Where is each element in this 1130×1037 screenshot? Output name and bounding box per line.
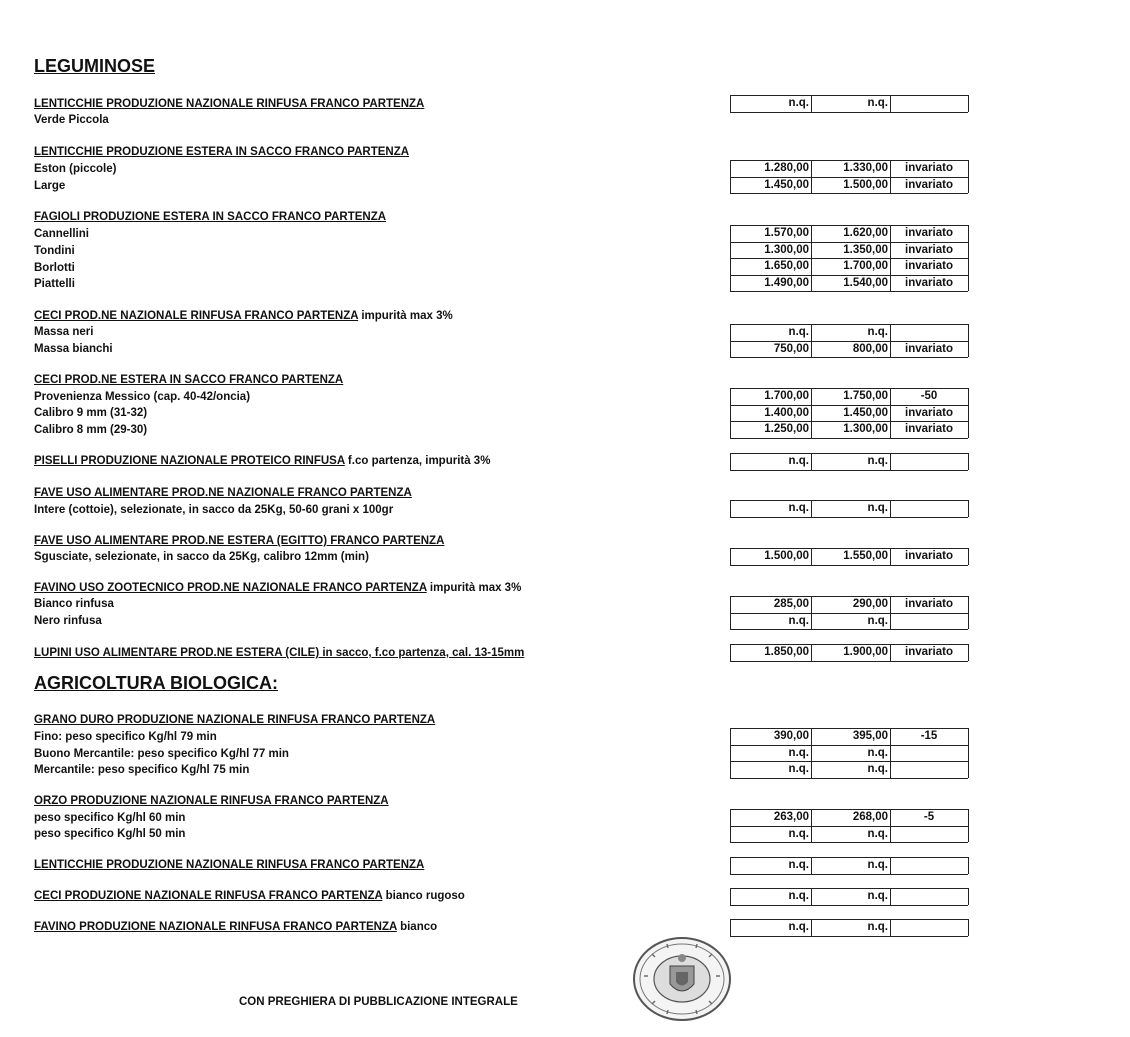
list-item xyxy=(34,308,453,324)
table-row xyxy=(730,826,968,842)
variation-cell: invariato xyxy=(905,227,953,239)
product-heading: LENTICCHIE PRODUZIONE ESTERA IN SACCO FRANCO PARTENZA xyxy=(34,146,410,158)
table-row xyxy=(730,242,968,258)
price-min-cell: n.q. xyxy=(788,455,809,467)
price-min-cell: 1.280,00 xyxy=(764,162,809,174)
variation-cell xyxy=(890,888,968,904)
list-item xyxy=(34,226,89,242)
price-min-cell: n.q. xyxy=(788,326,809,338)
price-min-cell: n.q. xyxy=(788,763,809,775)
product-text: bianco xyxy=(396,921,438,933)
table-row xyxy=(730,745,968,761)
variation-cell: invariato xyxy=(905,406,953,419)
product-heading: CECI PROD.NE NAZIONALE RINFUSA FRANCO PARTENZA xyxy=(34,310,359,322)
product-text: Bianco rinfusa xyxy=(34,598,114,610)
product-text: Nero rinfusa xyxy=(34,615,102,627)
variation-cell xyxy=(890,613,968,629)
price-min-cell: 1.650,00 xyxy=(764,260,809,272)
product-heading: ORZO PRODUZIONE NAZIONALE RINFUSA FRANCO PARTENZA xyxy=(34,795,389,807)
list-item xyxy=(34,453,490,469)
product-text: impurità max 3% xyxy=(426,582,522,594)
price-min-cell: 1.250,00 xyxy=(764,423,809,435)
price-max-cell: n.q. xyxy=(867,921,888,933)
table-rule xyxy=(730,112,968,113)
price-max-cell: 1.500,00 xyxy=(843,178,888,191)
list-item xyxy=(34,645,524,661)
variation-cell xyxy=(890,95,968,111)
product-heading: LENTICCHIE PRODUZIONE NAZIONALE RINFUSA FRANCO PARTENZA xyxy=(34,859,425,871)
table-rule xyxy=(968,888,969,905)
price-min-cell: 1.400,00 xyxy=(764,406,809,419)
price-min-cell: 390,00 xyxy=(773,730,809,742)
table-row xyxy=(730,95,968,111)
price-max-cell: n.q. xyxy=(867,859,888,871)
table-row xyxy=(730,857,968,873)
table-row xyxy=(730,275,968,291)
variation-cell: -50 xyxy=(920,390,938,402)
price-min-cell: n.q. xyxy=(788,859,809,871)
table-row xyxy=(730,644,968,660)
price-min-cell: n.q. xyxy=(788,827,809,840)
table-row xyxy=(730,258,968,274)
list-item xyxy=(34,857,424,873)
price-min-cell: n.q. xyxy=(788,502,809,514)
list-item xyxy=(34,729,217,745)
table-rule xyxy=(730,874,968,875)
list-item xyxy=(34,341,113,357)
price-min-cell: 1.490,00 xyxy=(764,276,809,289)
list-item xyxy=(34,209,386,225)
variation-cell: invariato xyxy=(905,276,953,289)
variation-cell xyxy=(890,919,968,935)
list-item xyxy=(34,144,409,160)
table-rule xyxy=(730,629,968,630)
table-row xyxy=(730,596,968,612)
variation-cell: invariato xyxy=(905,342,953,355)
product-text: peso specifico Kg/hl 60 min xyxy=(34,812,186,824)
table-rule xyxy=(968,225,969,291)
official-seal-stamp xyxy=(632,936,732,1022)
table-rule xyxy=(730,291,968,292)
price-max-cell: n.q. xyxy=(867,97,888,109)
table-rule xyxy=(968,809,969,842)
list-item xyxy=(34,888,465,904)
price-min-cell: 285,00 xyxy=(773,598,809,610)
price-min-cell: n.q. xyxy=(788,746,809,759)
list-item xyxy=(34,712,435,728)
product-text: Verde Piccola xyxy=(34,114,109,126)
price-max-cell: 1.700,00 xyxy=(843,260,888,272)
variation-cell: invariato xyxy=(905,243,953,256)
table-row xyxy=(730,919,968,935)
list-item xyxy=(34,746,289,762)
price-max-cell: 395,00 xyxy=(852,730,888,742)
table-rule xyxy=(730,936,968,937)
table-row xyxy=(730,177,968,193)
table-row xyxy=(730,388,968,404)
variation-cell xyxy=(890,745,968,761)
price-min-cell: 1.450,00 xyxy=(764,178,809,191)
price-min-cell: 750,00 xyxy=(773,342,809,355)
list-item xyxy=(34,112,109,128)
list-item xyxy=(34,324,93,340)
variation-cell xyxy=(890,826,968,842)
product-text: Eston (piccole) xyxy=(34,163,117,175)
table-rule xyxy=(968,160,969,193)
table-rule xyxy=(968,95,969,112)
product-text: Fino: peso specifico Kg/hl 79 min xyxy=(34,731,217,743)
product-text: Massa bianchi xyxy=(34,343,113,355)
product-text: Intere (cottoie), selezionate, in sacco da 25Kg, 50-60 grani x 100gr xyxy=(34,504,394,516)
list-item xyxy=(34,549,369,565)
product-text: Calibro 9 mm (31-32) xyxy=(34,407,148,419)
product-text: Sgusciate, selezionate, in sacco da 25Kg, calibro 12mm (min) xyxy=(34,551,369,563)
list-item xyxy=(34,372,343,388)
list-item xyxy=(34,96,424,112)
variation-cell xyxy=(890,857,968,873)
list-item xyxy=(34,389,250,405)
product-text: Borlotti xyxy=(34,262,75,274)
product-text: peso specifico Kg/hl 50 min xyxy=(34,828,186,840)
price-max-cell: 1.550,00 xyxy=(843,550,888,562)
product-heading: FAVINO PRODUZIONE NAZIONALE RINFUSA FRANCO PARTENZA xyxy=(34,921,397,933)
product-text: Provenienza Messico (cap. 40-42/oncia) xyxy=(34,391,251,403)
product-heading: GRANO DURO PRODUZIONE NAZIONALE RINFUSA FRANCO PARTENZA xyxy=(34,714,436,726)
product-heading: CECI PRODUZIONE NAZIONALE RINFUSA FRANCO PARTENZA xyxy=(34,890,383,902)
product-heading: FAVE USO ALIMENTARE PROD.NE NAZIONALE FRANCO PARTENZA xyxy=(34,487,412,499)
price-min-cell: 1.850,00 xyxy=(764,646,809,658)
variation-cell: -5 xyxy=(923,811,935,823)
product-heading: FAGIOLI PRODUZIONE ESTERA IN SACCO FRANCO PARTENZA xyxy=(34,211,387,223)
price-min-cell: n.q. xyxy=(788,921,809,933)
price-max-cell: n.q. xyxy=(867,827,888,840)
price-max-cell: 800,00 xyxy=(852,342,888,355)
variation-cell xyxy=(890,453,968,469)
price-min-cell: n.q. xyxy=(788,614,809,627)
list-item xyxy=(34,580,521,596)
price-max-cell: 1.750,00 xyxy=(843,390,888,402)
product-text: Cannellini xyxy=(34,228,89,240)
list-item xyxy=(34,178,65,194)
variation-cell: invariato xyxy=(905,598,953,610)
list-item xyxy=(34,919,437,935)
table-rule xyxy=(968,324,969,357)
price-max-cell: 1.330,00 xyxy=(843,162,888,174)
variation-cell: -15 xyxy=(920,730,938,742)
product-text: Buono Mercantile: peso specifico Kg/hl 77 min xyxy=(34,748,289,760)
table-rule xyxy=(730,517,968,518)
table-rule xyxy=(968,919,969,936)
variation-cell xyxy=(890,761,968,777)
table-row xyxy=(730,225,968,241)
variation-cell: invariato xyxy=(905,260,953,272)
price-min-cell: 1.700,00 xyxy=(764,390,809,402)
table-rule xyxy=(968,857,969,874)
price-min-cell: 1.300,00 xyxy=(764,243,809,256)
table-rule xyxy=(968,500,969,517)
price-min-cell: n.q. xyxy=(788,97,809,109)
price-max-cell: 1.350,00 xyxy=(843,243,888,256)
table-rule xyxy=(968,728,969,778)
product-heading: PISELLI PRODUZIONE NAZIONALE PROTEICO RINFUSA xyxy=(34,455,345,467)
product-text: Large xyxy=(34,180,66,192)
table-rule xyxy=(730,661,968,662)
price-max-cell: n.q. xyxy=(867,890,888,902)
section-title-biologica: AGRICOLTURA BIOLOGICA: xyxy=(34,673,278,693)
variation-cell: invariato xyxy=(905,162,953,174)
price-max-cell: 1.620,00 xyxy=(843,227,888,239)
table-rule xyxy=(730,357,968,358)
table-row xyxy=(730,761,968,777)
price-max-cell: 1.540,00 xyxy=(843,276,888,289)
list-item xyxy=(34,793,389,809)
price-min-cell: 1.500,00 xyxy=(764,550,809,562)
list-item xyxy=(34,422,147,438)
table-rule xyxy=(730,565,968,566)
product-text: Massa neri xyxy=(34,326,94,338)
product-heading: LUPINI USO ALIMENTARE PROD.NE ESTERA (CILE) in sacco, f.co partenza, cal. 13-15mm xyxy=(34,647,525,659)
product-heading: LENTICCHIE PRODUZIONE NAZIONALE RINFUSA FRANCO PARTENZA xyxy=(34,98,425,110)
list-item xyxy=(34,260,75,276)
price-max-cell: 1.900,00 xyxy=(843,646,888,658)
variation-cell: invariato xyxy=(905,646,953,658)
table-row xyxy=(730,809,968,825)
product-text: Tondini xyxy=(34,245,75,257)
product-text: f.co partenza, impurità 3% xyxy=(344,455,491,467)
product-text: impurità max 3% xyxy=(358,310,453,322)
list-item xyxy=(34,596,114,612)
price-max-cell: n.q. xyxy=(867,614,888,627)
table-rule xyxy=(968,388,969,438)
table-row xyxy=(730,160,968,176)
product-heading: CECI PROD.NE ESTERA IN SACCO FRANCO PARTENZA xyxy=(34,374,344,386)
table-row xyxy=(730,548,968,564)
section-title-leguminose: LEGUMINOSE xyxy=(34,56,156,76)
table-row xyxy=(730,728,968,744)
list-item xyxy=(34,161,116,177)
table-rule xyxy=(730,193,968,194)
table-rule xyxy=(730,905,968,906)
list-item xyxy=(34,502,393,518)
list-item xyxy=(34,762,249,778)
variation-cell xyxy=(890,324,968,340)
price-max-cell: n.q. xyxy=(867,455,888,467)
table-rule xyxy=(730,438,968,439)
variation-cell: invariato xyxy=(905,423,953,435)
table-rule xyxy=(968,548,969,565)
table-row xyxy=(730,500,968,516)
variation-cell xyxy=(890,500,968,516)
table-row xyxy=(730,888,968,904)
table-row xyxy=(730,341,968,357)
footer-note: CON PREGHIERA DI PUBBLICAZIONE INTEGRALE xyxy=(239,996,518,1008)
table-rule xyxy=(968,453,969,470)
product-heading: FAVE USO ALIMENTARE PROD.NE ESTERA (EGITTO) FRANCO PARTENZA xyxy=(34,535,445,547)
table-rule xyxy=(730,842,968,843)
price-max-cell: n.q. xyxy=(867,746,888,759)
price-max-cell: 1.450,00 xyxy=(843,406,888,419)
product-heading: FAVINO USO ZOOTECNICO PROD.NE NAZIONALE FRANCO PARTENZA xyxy=(34,582,427,594)
price-min-cell: 263,00 xyxy=(773,811,809,823)
price-min-cell: 1.570,00 xyxy=(764,227,809,239)
list-item xyxy=(34,276,75,292)
table-rule xyxy=(730,470,968,471)
list-item xyxy=(34,533,444,549)
table-row xyxy=(730,453,968,469)
table-row xyxy=(730,421,968,437)
table-row xyxy=(730,613,968,629)
price-max-cell: n.q. xyxy=(867,326,888,338)
list-item xyxy=(34,810,185,826)
table-rule xyxy=(968,644,969,661)
list-item xyxy=(34,613,102,629)
list-item xyxy=(34,243,75,259)
price-max-cell: n.q. xyxy=(867,502,888,514)
table-row xyxy=(730,324,968,340)
price-min-cell: n.q. xyxy=(788,890,809,902)
table-rule xyxy=(730,778,968,779)
table-row xyxy=(730,405,968,421)
list-item xyxy=(34,826,185,842)
product-text: Piattelli xyxy=(34,278,75,290)
variation-cell: invariato xyxy=(905,178,953,191)
table-rule xyxy=(968,596,969,629)
product-text: Calibro 8 mm (29-30) xyxy=(34,424,148,436)
list-item xyxy=(34,405,147,421)
price-max-cell: 290,00 xyxy=(852,598,888,610)
list-item xyxy=(34,485,412,501)
price-max-cell: n.q. xyxy=(867,763,888,775)
product-text: Mercantile: peso specifico Kg/hl 75 min xyxy=(34,764,250,776)
product-text: bianco rugoso xyxy=(382,890,465,902)
price-max-cell: 268,00 xyxy=(852,811,888,823)
variation-cell: invariato xyxy=(905,550,953,562)
price-max-cell: 1.300,00 xyxy=(843,423,888,435)
